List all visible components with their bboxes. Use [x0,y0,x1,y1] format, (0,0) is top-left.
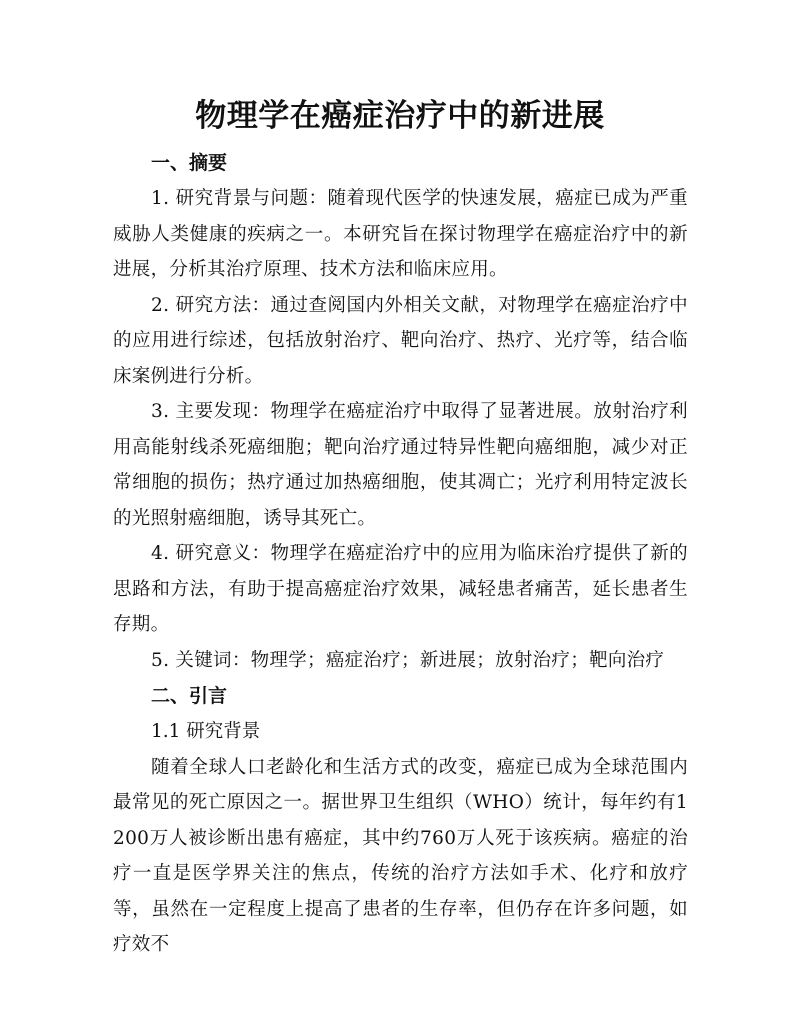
abstract-item-findings: 3. 主要发现：物理学在癌症治疗中取得了显著进展。放射治疗利用高能射线杀死癌细胞；靶向治疗通过特异性靶向癌细胞，减少对正常细胞的损伤；热疗通过加热癌细胞，使其凋亡；光疗利用特定波长的光照射癌细胞，诱导其死亡。 [113,401,688,529]
abstract-item-methods: 2. 研究方法：通过查阅国内外相关文献，对物理学在癌症治疗中的应用进行综述，包括放射治疗、靶向治疗、热疗、光疗等，结合临床案例进行分析。 [113,294,688,387]
introduction-heading: 二、引言 [151,685,228,707]
abstract-heading: 一、摘要 [151,152,228,174]
abstract-item-significance: 4. 研究意义：物理学在癌症治疗中的应用为临床治疗提供了新的思路和方法，有助于提高癌症治疗效果，减轻患者痛苦，延长患者生存期。 [113,543,688,635]
abstract-item-keywords: 5. 关键词：物理学；癌症治疗；新进展；放射治疗；靶向治疗 [151,649,665,671]
introduction-paragraph: 随着全球人口老龄化和生活方式的改变，癌症已成为全球范围内最常见的死亡原因之一。据世界卫生组织（WHO）统计，每年约有1200万人被诊断出患有癌症，其中约760万人死于该疾病。癌症的治疗一直是医学界关注的焦点，传统的治疗方法如手术、化疗和放疗等，虽然在一定程度上提高了患者的生存率，但仍存在许多问题，如疗效不 [113,756,688,955]
document-title: 物理学在癌症治疗中的新进展 [195,98,605,134]
abstract-item-background: 1. 研究背景与问题：随着现代医学的快速发展，癌症已成为严重威胁人类健康的疾病之一。本研究旨在探讨物理学在癌症治疗中的新进展，分析其治疗原理、技术方法和临床应用。 [113,188,688,280]
research-background-subheading: 1.1 研究背景 [151,721,261,742]
document-body [113,145,688,963]
